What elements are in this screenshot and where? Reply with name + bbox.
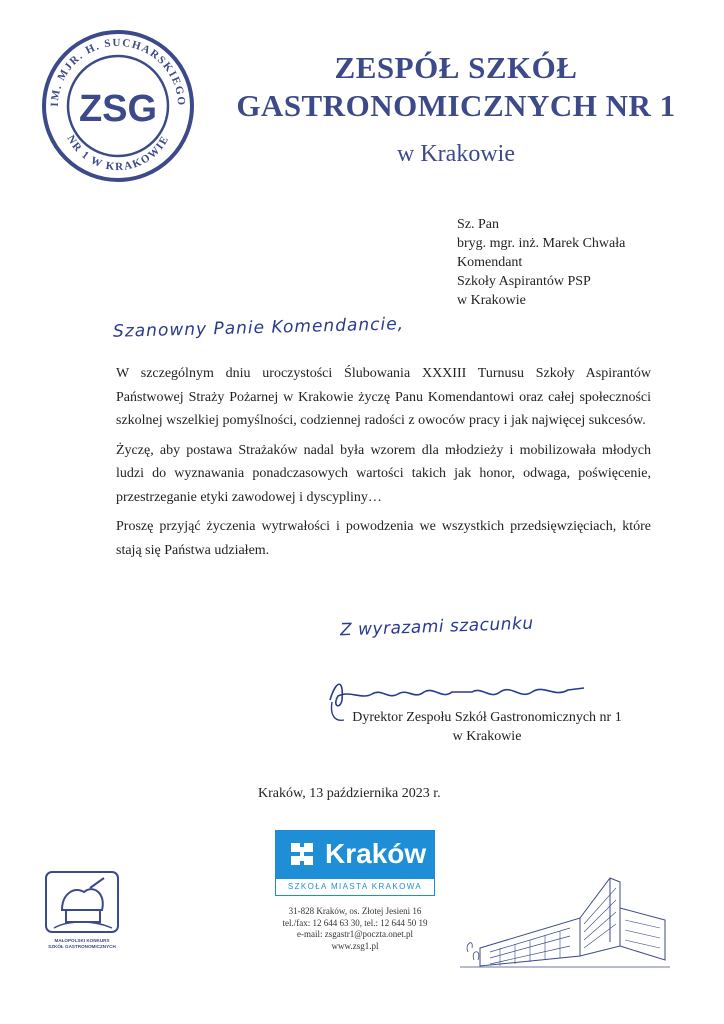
address-line: w Krakowie — [457, 293, 526, 308]
school-city: w Krakowie — [397, 141, 515, 167]
address-line: Szkoły Aspirantów PSP — [457, 274, 591, 289]
krakow-brand-subtitle: SZKOŁA MIASTA KRAKOWA — [275, 878, 435, 896]
signatory-title-line2: w Krakowie — [452, 729, 522, 744]
contact-phone: tel./fax: 12 644 63 30, tel.: 12 644 50 19 — [282, 917, 428, 928]
handwritten-closing: Z wyrazami szacunku — [339, 613, 534, 641]
signatory-title-line1: Dyrektor Zespołu Szkół Gastronomicznych nr 1 — [352, 710, 622, 725]
seal-ring-text-bottom: NR 1 W KRAKOWIE — [64, 133, 172, 174]
handwritten-salutation: Szanowny Panie Komendancie, — [112, 314, 405, 342]
letter-body — [116, 362, 651, 568]
school-name-line1: ZESPÓŁ SZKÓŁ — [334, 50, 578, 85]
seal-ring-text-top: IM. MJR. H. SUCHARSKIEGO — [48, 36, 188, 107]
school-seal-logo — [40, 28, 196, 184]
paragraph-text: W szczególnym dniu uroczystości Ślubowania XXXIII Turnusu Szkoły Aspirantów Państwowej Straży Pożarnej w Krakowie życzę Panu Komendantowi oraz całej społeczności szkolnej wszelkiej pomyślności, codziennej radości z owoców pracy i jak najwięcej sukcesów. — [116, 366, 651, 428]
place-and-date: Kraków, 13 października 2023 r. — [258, 786, 441, 801]
address-line: Komendant — [457, 255, 523, 270]
body-paragraph — [116, 362, 651, 433]
body-paragraph — [116, 439, 651, 510]
recipient-address — [457, 215, 625, 310]
signatory-title — [322, 708, 652, 746]
contact-website[interactable]: www.zsg1.pl — [331, 940, 379, 951]
school-name-line2: GASTRONOMICZNYCH NR 1 — [236, 88, 676, 123]
seal-monogram: ZSG — [78, 88, 158, 130]
competition-logo-text-line1: MAŁOPOLSKI KONKURS — [54, 938, 110, 943]
address-line: bryg. mgr. inż. Marek Chwała — [457, 236, 626, 251]
culinary-competition-logo — [44, 870, 122, 958]
paragraph-text: Proszę przyjąć życzenia wytrwałości i powodzenia we wszystkich przedsięwzięciach, które stają się Państwa udziałem. — [116, 519, 651, 558]
krakow-brand-label: Kraków — [325, 838, 427, 869]
body-paragraph — [116, 515, 651, 562]
school-building-sketch — [460, 868, 670, 968]
school-contact-info — [240, 906, 470, 952]
paragraph-text: Życzę, aby postawa Strażaków nadal była wzorem dla młodzieży i mobilizowała młodych ludzi do wyznawania ponadczasowych wartości takich jak honor, odwaga, poświęcenie, przestrzeganie etyki zawodowej i dyscypliny… — [116, 442, 651, 505]
competition-logo-text-line2: SZKÓŁ GASTRONOMICZNYCH — [48, 944, 116, 949]
contact-email[interactable]: e-mail: zsgastr1@poczta.onet.pl — [297, 929, 413, 939]
contact-address: 31-828 Kraków, os. Złotej Jesieni 16 — [288, 906, 422, 916]
address-line: Sz. Pan — [457, 217, 499, 232]
krakow-city-mark-icon — [290, 842, 314, 866]
